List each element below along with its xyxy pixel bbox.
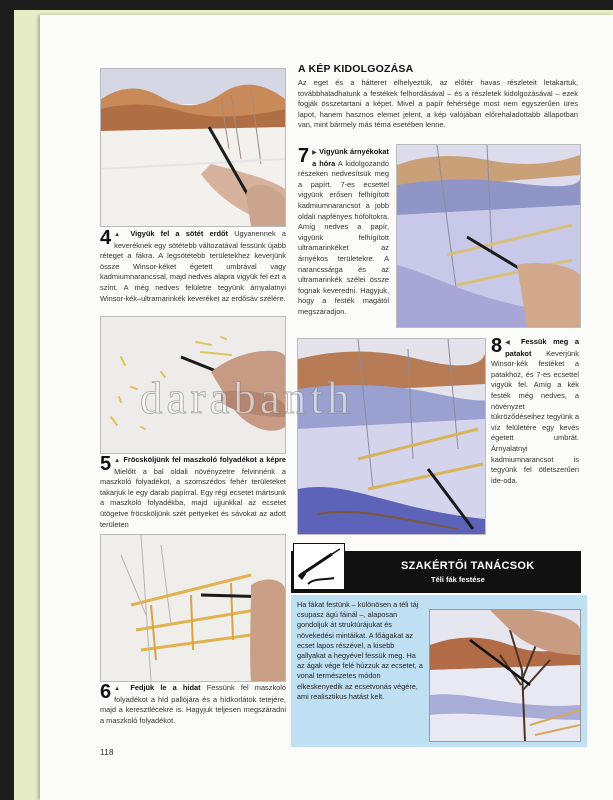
- tips-box: [291, 595, 587, 747]
- brush-icon: [293, 543, 345, 590]
- tips-title: SZAKÉRTŐI TANÁCSOK: [401, 560, 535, 572]
- tips-photo: [429, 609, 581, 742]
- section-title: A KÉP KIDOLGOZÁSA: [298, 63, 414, 75]
- section-intro: Az eget és a hátteret elhelyeztük, az előtér havas részleteit letakartuk, továbbhaladhatunk a festékek felhordásával – és a részletek kidolgozásával – ezek fogják összetartani a képet. Mivel a papír fehérsége most nem egyszerűen üres lapot, hanem hasznos elemet jelent, a kép valójában előrehaladottabb állapotban van, mint bármely más téma esetében lenne.: [298, 78, 578, 130]
- photo-step-8: [297, 338, 486, 535]
- photo-step-6: [100, 534, 286, 682]
- tips-text: Ha fákat festünk – különösen a téli táj csupasz ágú fáinál –, alaposan gondoljuk át struktúrájukat és növekedési mintáikat. A főágakat az ecset lapos részével, a kisebb gallyakat a hegyével fessük meg. Ha az ágak vége felé húzzuk az ecsetet, a vonal természetes módon elkeskenyedik az ecsetvonás végére, ami realisztikus hatást kelt.: [297, 600, 423, 701]
- step-5-title: Fröcsköljünk fel maszkoló folyadékot a képre: [123, 455, 286, 464]
- triangle-bullet-icon: ◀: [505, 340, 515, 346]
- step-8-number: 8: [491, 335, 503, 357]
- step-8-title: Fessük meg a patakot: [505, 337, 580, 358]
- tips-header: [291, 551, 581, 593]
- step-4-title: Vigyük fel a sötét erdőt: [130, 229, 229, 238]
- step-7-number: 7: [298, 145, 310, 167]
- step-4-text: [100, 229, 286, 304]
- step-4-number: 4: [100, 227, 112, 249]
- step-5-body: Mielőtt a bal oldali növényzetre felvinnénk a maszkoló folyadékot, a szomszédos fehér területeket takarjuk le egy darab papírral. Egy régi ecsetet mártsunk a maszkoló folyadékba, majd ujjunkkal az ecsetet ütögetve fröcsköljünk szét pettyeket és sávokat az adott területen: [100, 466, 286, 529]
- photo-step-7: [396, 144, 581, 328]
- step-6-title: Fedjük le a hidat: [130, 683, 201, 692]
- watermark: darabanth: [140, 373, 354, 423]
- step-5-text: [100, 455, 286, 530]
- triangle-bullet-icon: ▶: [312, 150, 317, 156]
- triangle-bullet-icon: ▲: [114, 458, 121, 464]
- step-8-text: [491, 337, 579, 486]
- tips-subtitle: Téli fák festése: [431, 575, 485, 584]
- step-8-body: Keverjünk Winsor-kék festéket a patakhoz, és 7-es ecsettel vigyük fel. Amíg a kék festék még nedves, a növényzet tükröződéseihez tegyünk a víz felületére egy kevés égetett umbrát. Árnyalatnyi kadmiumnarancsot is tegyünk fel ötletszerűen ide-oda.: [491, 348, 579, 485]
- step-7-title: Vigyünk árnyékokat a hóra: [312, 147, 389, 168]
- step-6-number: 6: [100, 681, 112, 703]
- triangle-bullet-icon: ▲: [114, 686, 125, 692]
- triangle-bullet-icon: ▲: [114, 232, 125, 238]
- photo-step-4: [100, 68, 286, 227]
- step-4-body: Ugyanennek a keveréknek egy sötétebb változatával fessünk újabb réteget a fákra. A legsötétebb területekhez keverjünk össze Winsor-kéket égetett umbrával vagy kadmiumnarancssal, majd nedves alapra vigyük fel ezt a színt. A még nedves felületre tegyünk árnyalatnyi Winsor-kék–ultramarinkék keveréket az erdősáv szélére.: [100, 229, 286, 303]
- step-5-number: 5: [100, 453, 112, 475]
- step-6-body: Fessünk fel maszkoló folyadékot a híd pallójára és a hídkorlátok tetejére, majd a keresztlécekre is. Hagyjuk teljesen megszáradni a maszkoló folyadékot.: [100, 683, 287, 725]
- step-6-text: [100, 683, 286, 726]
- page-number: 118: [100, 747, 114, 757]
- step-7-body: A kidolgozandó részeken nedvesítsük meg a papírt. 7-es ecsettel vigyünk erősen felhígított kadmiumnarancsot a jobb oldali napfényes hófoltokra. Amíg nedves a papír, vigyünk felhígított ultramarinkéket az árnyékos területekre. A narancssárga és az ultramarinkék szélei össze fognak keveredni. Hagyjuk, hogy a festék magától megszáradjon.: [298, 158, 389, 316]
- step-7-text: [298, 147, 389, 318]
